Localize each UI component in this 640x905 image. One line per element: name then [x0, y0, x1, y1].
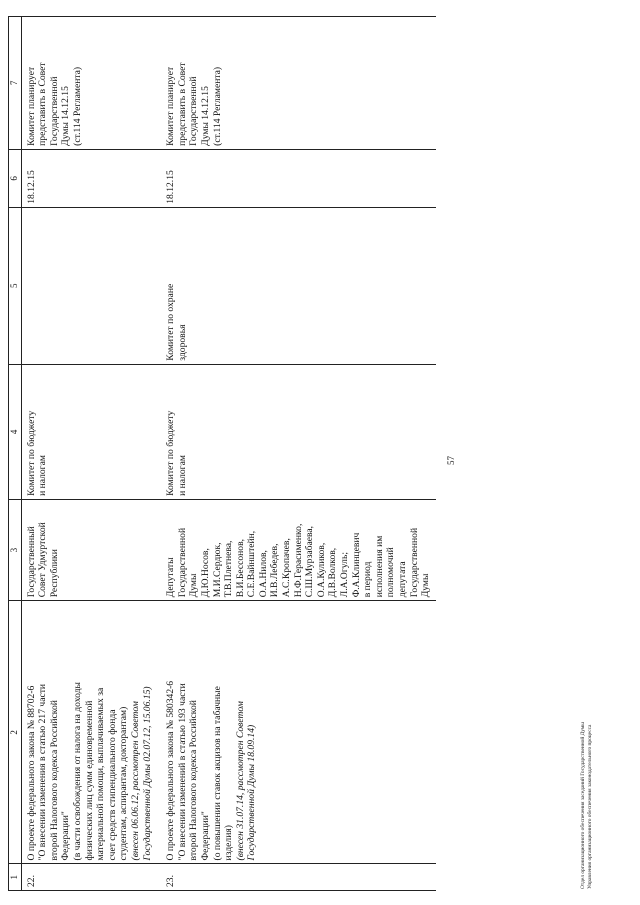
plan-cell — [163, 17, 436, 150]
text-line: представить в Совет — [176, 62, 188, 146]
text-line: депутата — [397, 561, 408, 598]
text-line: изделия) — [223, 825, 235, 861]
text-line: О.А.Нилов, — [257, 550, 269, 598]
co-committee-cell — [21, 207, 163, 364]
table-row — [21, 17, 163, 891]
text-line: исполнения им — [373, 535, 385, 598]
text-line: Государственной — [408, 527, 420, 598]
text-line: О проекте федерального закона № 580342-6 — [165, 680, 177, 861]
text-line: С.Е.Вайнштейн, — [246, 530, 258, 598]
author-cell — [21, 499, 163, 600]
text-line: "О внесении изменений в статью 193 части — [176, 683, 188, 861]
text-line: Государственной Думы 18.09.14) — [246, 724, 258, 861]
text-line: Государственной — [48, 76, 60, 146]
text-line: Комитет планирует — [165, 66, 177, 146]
row-number: 22. — [21, 864, 163, 891]
text-line: Д.В.Волков, — [327, 547, 339, 598]
text-line: Ф.А.Клинцевич — [350, 532, 362, 598]
text-line: Государственный — [25, 526, 37, 598]
text-line: Совет Удмуртской — [37, 522, 49, 598]
text-line: Государственной — [176, 527, 188, 598]
column-number-row — [9, 17, 22, 891]
footer-note — [580, 722, 594, 889]
page-number: 57 — [446, 456, 456, 465]
text-line: Комитет по бюджету — [165, 410, 177, 496]
text-line: здоровья — [176, 324, 188, 361]
text-line: Думы 14.12.15 — [60, 86, 72, 146]
text-line: Думы — [420, 573, 432, 598]
text-line: Депутаты — [165, 557, 177, 598]
text-line: Комитет по охране — [165, 283, 177, 361]
committee-cell — [21, 364, 163, 499]
text-line: (ст.114 Регламента) — [211, 66, 223, 146]
row-number: 23. — [163, 864, 436, 891]
text-line: в период — [362, 561, 374, 598]
text-line: (о повышении ставок акцизов на табачные — [211, 686, 223, 861]
text-line: Государственной Думы 02.07.12, 15.06.15) — [141, 686, 153, 861]
text-line: Л.А.Огуль; — [339, 551, 351, 598]
text-line: О.А.Куликов, — [315, 542, 327, 598]
column-number: 2 — [9, 601, 22, 864]
column-number: 5 — [9, 207, 22, 364]
bill-title-cell — [21, 601, 163, 864]
column-number: 6 — [9, 149, 22, 207]
date-cell: 18.12.15 — [163, 149, 436, 207]
text-line: Государственной — [188, 76, 200, 146]
text-line: А.С.Кропачев, — [281, 538, 293, 598]
text-line: материальной помощи, выплачиваемых за — [95, 687, 107, 861]
text-line: О проекте федерального закона № 88702-6 — [25, 685, 37, 861]
text-line: (внесен 31.07.14, рассмотрен Советом — [234, 701, 246, 861]
co-committee-cell — [163, 207, 436, 364]
footer-line: Отдел организационного обеспечения заседаний Государственной Думы — [580, 722, 586, 889]
column-number: 1 — [9, 864, 22, 891]
text-line: Н.Ф.Герасименко, — [292, 523, 304, 598]
text-line: полномочий — [385, 547, 397, 598]
bills-table — [8, 16, 436, 891]
text-line: Думы — [188, 573, 200, 598]
text-line: Думы 14.12.15 — [199, 86, 211, 146]
column-number: 4 — [9, 364, 22, 499]
text-line: и налогам — [176, 455, 188, 496]
date-cell: 18.12.15 — [21, 149, 163, 207]
text-line: Федерации" — [199, 811, 211, 861]
text-line: второй Налогового кодекса Российской — [48, 700, 60, 861]
text-line: Т.В.Плетнева, — [223, 540, 235, 598]
text-line: (ст.114 Регламента) — [71, 66, 83, 146]
text-line: С.Ш.Мурзабаева, — [304, 525, 316, 598]
text-line: В.И.Бессонов, — [234, 538, 246, 598]
text-line: М.И.Сердюк, — [211, 542, 223, 598]
column-number: 7 — [9, 17, 22, 150]
text-line: физических лиц сумм единовременной — [83, 700, 95, 861]
text-line: и налогам — [37, 455, 49, 496]
text-line: Д.Ю.Носов, — [199, 548, 211, 598]
text-line: Комитет по бюджету — [25, 410, 37, 496]
committee-cell — [163, 364, 436, 499]
table-row — [163, 17, 436, 891]
column-number: 3 — [9, 499, 22, 600]
text-line: второй Налогового кодекса Российской — [188, 700, 200, 861]
text-line: (в части освобождения от налога на доходы — [71, 681, 83, 861]
text-line: Республики — [48, 549, 60, 598]
text-line: Комитет планирует — [25, 66, 37, 146]
text-line: И.В.Лебедев, — [269, 543, 281, 598]
bill-title-cell — [163, 601, 436, 864]
text-line: студентам, аспирантам, докторантам) — [118, 706, 130, 861]
text-line: Федерации" — [60, 811, 72, 861]
text-line: счет средств стипендиального фонда — [106, 709, 118, 861]
plan-cell — [21, 17, 163, 150]
author-cell — [163, 499, 436, 600]
text-line: представить в Совет — [37, 62, 49, 146]
text-line: (внесен 06.06.12, рассмотрен Советом — [129, 701, 141, 861]
text-line: "О внесении изменения в статью 217 части — [37, 683, 49, 861]
footer-line: Управления организационного обеспечения законодательного процесса — [587, 724, 593, 889]
